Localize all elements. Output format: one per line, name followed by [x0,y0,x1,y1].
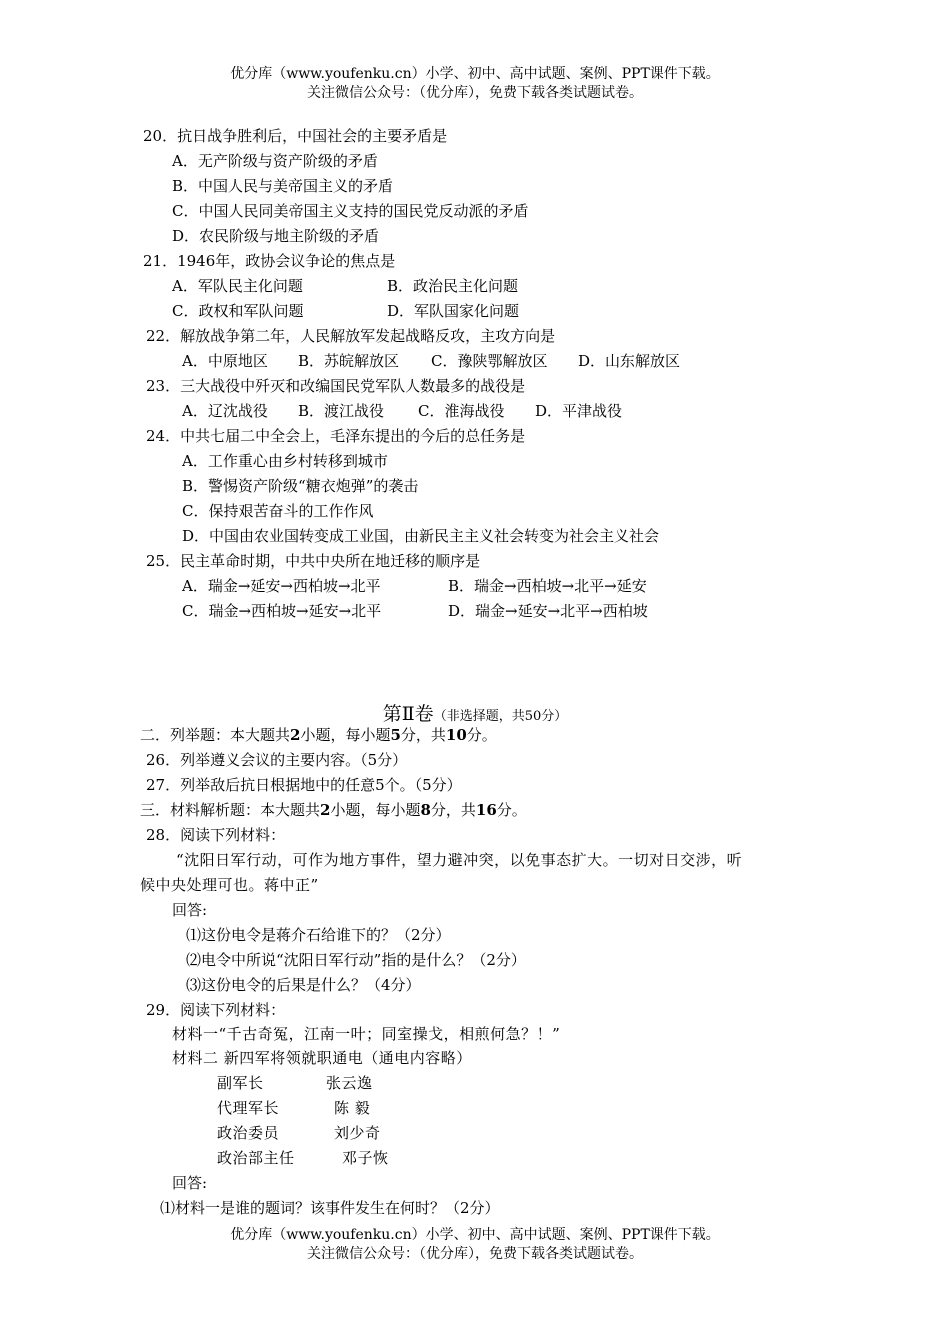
q29-stem: 29．阅读下列材料： [146,1001,286,1019]
q23-option-d: D．平津战役 [535,402,623,420]
q27-stem: 27．列举敌后抗日根据地中的任意5个。（5分） [146,776,462,794]
q24-stem: 24．中共七届二中全会上，毛泽东提出的今后的总任务是 [146,427,526,445]
q20-option-a: A．无产阶级与资产阶级的矛盾 [172,152,378,170]
role-title: 副军长 [217,1074,264,1092]
q28-sub-1: ⑴这份电令是蒋介石给谁下的？（2分） [186,926,451,944]
q29-material-1: 材料一“千古奇冤，江南一叶；同室操戈，相煎何急？！” [172,1025,561,1043]
q25-option-d: D．瑞金→延安→北平→西柏坡 [448,602,648,620]
q23-stem: 23．三大战役中歼灭和改编国民党军队人数最多的战役是 [146,377,526,395]
footer-line-2: 关注微信公众号：（优分库），免费下载各类试题试卷。 [307,1246,643,1262]
q21-stem: 21．1946年，政协会议争论的焦点是 [143,252,396,270]
q21-option-d: D．军队国家化问题 [387,302,520,320]
q23-option-c: C．淮海战役 [418,402,505,420]
role-title: 政治部主任 [217,1149,295,1167]
q24-option-b: B．警惕资产阶级“糖衣炮弹”的袭击 [182,477,419,495]
header-line-2: 关注微信公众号：（优分库），免费下载各类试题试卷。 [307,85,643,101]
q24-option-c: C．保持艰苦奋斗的工作作风 [182,502,374,520]
q25-stem: 25．民主革命时期，中共中央所在地迁移的顺序是 [146,552,481,570]
q22-option-a: A．中原地区 [182,352,268,370]
q26-stem: 26．列举遵义会议的主要内容。（5分） [146,751,408,769]
q23-option-b: B．渡江战役 [298,402,385,420]
q29-sub-1: ⑴材料一是谁的题词？该事件发生在何时？（2分） [160,1199,500,1217]
q24-option-a: A．工作重心由乡村转移到城市 [182,452,388,470]
q20-option-d: D．农民阶级与地主阶级的矛盾 [172,227,380,245]
q20-option-b: B．中国人民与美帝国主义的矛盾 [172,177,394,195]
role-title: 代理军长 [217,1099,280,1117]
part2-title-sub: （非选择题，共50分） [433,709,568,724]
q29-answer-label: 回答: [172,1174,208,1192]
q22-option-c: C．豫陕鄂解放区 [431,352,548,370]
q22-stem: 22．解放战争第二年，人民解放军发起战略反攻，主攻方向是 [146,327,556,345]
q28-quote-line-1: “沈阳日军行动，可作为地方事件，望力避冲突，以免事态扩大。一切对日交涉，听 [176,851,743,869]
page-footer [0,1226,950,1264]
q21-option-c: C．政权和军队问题 [172,302,304,320]
q20-stem: 20．抗日战争胜利后，中国社会的主要矛盾是 [143,127,448,145]
role-name: 邓子恢 [342,1149,389,1167]
q28-quote-line-2: 候中央处理可也。蒋中正” [140,876,319,894]
q28-answer-label: 回答: [172,901,208,919]
q22-option-b: B．苏皖解放区 [298,352,400,370]
header-line-1: 优分库（www.youfenku.cn）小学、初中、高中试题、案例、PPT课件下载。 [230,66,720,82]
q24-option-d: D．中国由农业国转变成工业国，由新民主主义社会转变为社会主义社会 [182,527,660,545]
role-name: 陈 毅 [334,1099,371,1117]
role-name: 张云逸 [326,1074,373,1092]
q28-sub-2: ⑵电令中所说“沈阳日军行动”指的是什么？（2分） [186,951,526,969]
q25-option-c: C．瑞金→西柏坡→延安→北平 [182,602,382,620]
role-name: 刘少奇 [334,1124,381,1142]
q23-option-a: A．辽沈战役 [182,402,268,420]
q25-option-b: B．瑞金→西柏坡→北平→延安 [448,577,647,595]
part2-title-main: 第Ⅱ卷 [382,703,434,725]
role-title: 政治委员 [217,1124,280,1142]
q29-material-2: 材料二 新四军将领就职通电（通电内容略） [172,1049,472,1067]
q22-option-d: D．山东解放区 [578,352,681,370]
q28-stem: 28．阅读下列材料： [146,826,286,844]
q21-option-a: A．军队民主化问题 [172,277,303,295]
part2-title [0,699,950,726]
page-header [0,65,950,103]
q20-option-c: C．中国人民同美帝国主义支持的国民党反动派的矛盾 [172,202,529,220]
q25-option-a: A．瑞金→延安→西柏坡→北平 [182,577,381,595]
q28-sub-3: ⑶这份电令的后果是什么？（4分） [186,976,421,994]
footer-line-1: 优分库（www.youfenku.cn）小学、初中、高中试题、案例、PPT课件下载。 [230,1227,720,1243]
section-3-heading: 三．材料解析题：本大题共2小题，每小题8分，共16分。 [140,801,527,819]
section-2-heading: 二．列举题：本大题共2小题，每小题5分，共10分。 [140,726,497,744]
q21-option-b: B．政治民主化问题 [387,277,519,295]
